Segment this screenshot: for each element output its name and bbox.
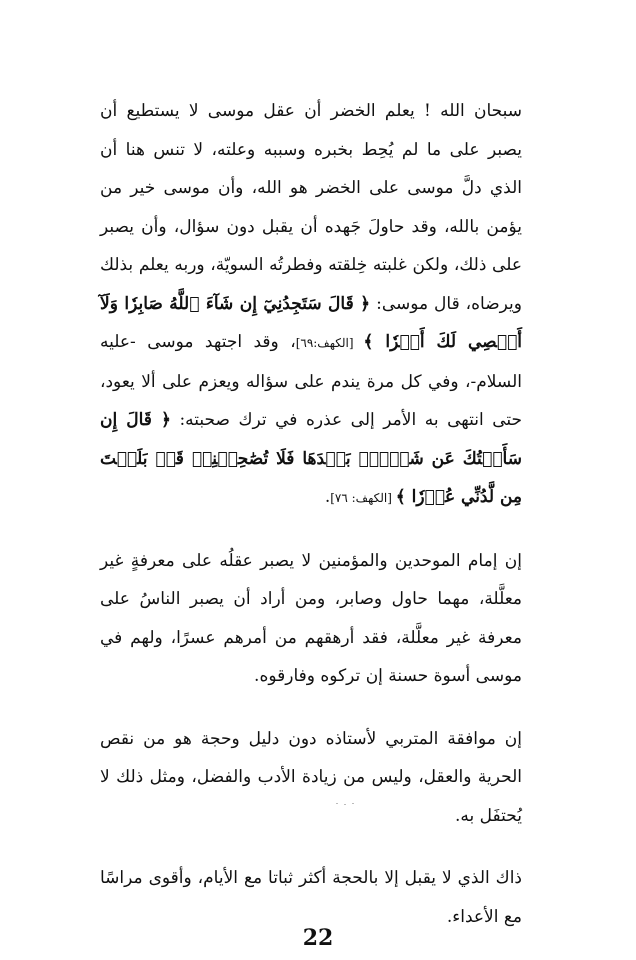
- page-number: 22: [302, 925, 334, 951]
- body-text: إن إمام الموحدين والمؤمنين لا يصبر عقلُه على معرفةٍ غير معلَّلة، مهما حاول وصابر، ومن أراد أن يصبر الناسُ على معرفة غير معلَّلة، فقد أرهقهم من أمرهم عسرًا، ولهم في موسى أسوة حسنة إن تركوه وفارقوه.: [100, 550, 522, 686]
- verse-reference: [الكهف: ٧٦]: [330, 491, 396, 505]
- print-speck: [352, 803, 354, 804]
- ornate-brace-open: ﴿: [360, 293, 371, 314]
- page-body: [100, 92, 522, 960]
- print-speck: [336, 803, 338, 804]
- paragraph: [100, 92, 522, 518]
- ornate-brace-close: ﴾: [395, 487, 406, 507]
- body-text: سبحان الله ! يعلم الخضر أن عقل موسى لا يستطيع أن يصبر على ما لم يُحِط بخبره وسببه وعلته، لا تنس هنا أن الذي دلَّ موسى على الخضر هو الله، وأن موسى خير من يؤمن بالله، وقد حاولَ جَهده أن يقبل دون سؤال، وأن يصبر على ذلك، ولكن غلبته خِلقته وفطرتُه السويّة، وربه يعلم بذلك ويرضاه، قال موسى:: [100, 101, 522, 314]
- body-text: إن موافقة المتربي لأستاذه دون دليل وحجة هو من نقص الحرية والعقل، وليس من زيادة الأدب والفضل، ومثل ذلك لا يُحتفَل به.: [100, 728, 522, 826]
- body-text: ذاك الذي لا يقبل إلا بالحجة أكثر ثباتا مع الأيام، وأقوى مراسًا مع الأعداء.: [100, 868, 522, 927]
- print-speck: [344, 804, 346, 805]
- paragraph: [100, 542, 522, 696]
- paragraph: [100, 720, 522, 836]
- verse-reference: [الكهف:٦٩]: [295, 336, 364, 350]
- body-text: .: [324, 487, 331, 507]
- quran-verse: قَالَ سَتَجِدُنِيٓ إِن شَآءَ ٱللَّهُ صَابِرٗا وَلَآ أَعۡصِي لَكَ أَمۡرٗا: [100, 293, 523, 352]
- ornate-brace-open: ﴿: [160, 410, 171, 430]
- quran-verse: قَالَ إِن سَأَلۡتُكَ عَن شَيۡءِۢ بَعۡدَهَا فَلَا تُصَٰحِبۡنِيۖ قَدۡ بَلَغۡتَ مِن لَّدُنِّي عُذۡرٗا: [100, 410, 522, 507]
- ornate-brace-close: ﴾: [363, 332, 374, 352]
- body-text: ، وقد اجتهد موسى -عليه السلام-، وفي كل مرة يندم على سؤاله ويعزم على ألا يعود، حتى انتهى به الأمر إلى عذره في ترك صحبته:: [100, 332, 523, 430]
